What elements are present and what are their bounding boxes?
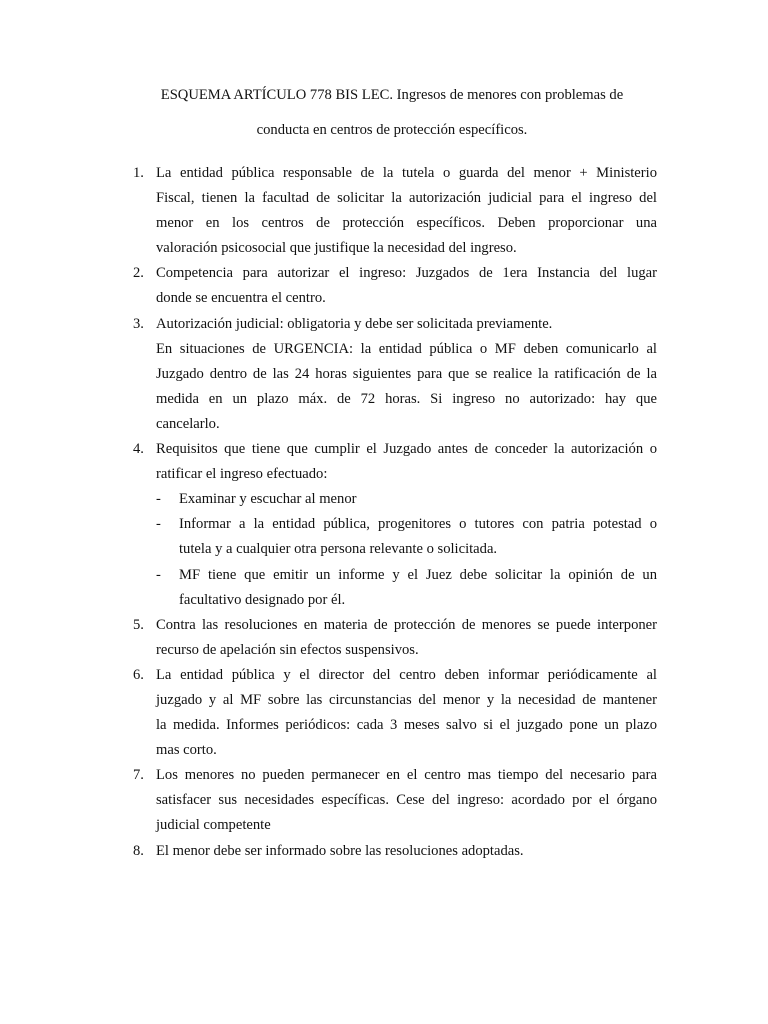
list-item-line: Los menores no pueden permanecer en el centro mas tiempo del necesario para <box>156 767 657 784</box>
list-item-number: 3. <box>133 315 144 332</box>
list-item-line: recurso de apelación sin efectos suspensivos. <box>156 641 419 658</box>
document-title-line-2: conducta en centros de protección específicos. <box>256 122 528 138</box>
list-item-number: 2. <box>133 265 144 282</box>
list-item-number: 8. <box>133 842 144 859</box>
list-item-line: valoración psicosocial que justifique la necesidad del ingreso. <box>156 240 517 257</box>
list-item-line: ratificar el ingreso efectuado: <box>156 466 328 483</box>
list-item-line: La entidad pública responsable de la tutela o guarda del menor + Ministerio <box>156 165 657 181</box>
list-item-line: menor en los centros de protección específicos. Deben proporcionar una <box>156 215 657 232</box>
list-item-3 <box>0 312 657 437</box>
list-item-number: 7. <box>133 767 144 784</box>
list-item-number: 4. <box>133 441 144 458</box>
list-item-8 <box>0 839 657 864</box>
sub-list-item-line: Examinar y escuchar al menor <box>179 491 357 508</box>
document-title-line-1: ESQUEMA ARTÍCULO 778 BIS LEC. Ingresos de menores con problemas de <box>160 87 624 103</box>
list-item-number: 5. <box>133 616 144 633</box>
list-item-line: En situaciones de URGENCIA: la entidad pública o MF deben comunicarlo al <box>156 340 657 357</box>
list-item-line: Contra las resoluciones en materia de protección de menores se puede interponer <box>156 616 657 633</box>
list-item-line: Requisitos que tiene que cumplir el Juzgado antes de conceder la autorización o <box>156 441 657 458</box>
list-item-line: Autorización judicial: obligatoria y debe ser solicitada previamente. <box>156 315 553 332</box>
numbered-list <box>0 161 768 864</box>
sub-list-item-line: facultativo designado por él. <box>179 591 346 608</box>
list-item-line: la medida. Informes periódicos: cada 3 meses salvo si el juzgado pone un plazo <box>156 717 657 734</box>
dash-bullet: - <box>156 491 161 508</box>
list-item-line: Competencia para autorizar el ingreso: Juzgados de 1era Instancia del lugar <box>156 265 657 282</box>
dash-bullet: - <box>156 566 161 583</box>
list-item-line: juzgado y al MF sobre las circunstancias del menor y la necesidad de mantener <box>156 691 657 708</box>
list-item-number: 1. <box>133 165 144 181</box>
list-item-line: mas corto. <box>156 742 217 759</box>
list-item-4 <box>0 437 657 613</box>
list-item-1 <box>0 161 657 261</box>
list-item-line: El menor debe ser informado sobre las resoluciones adoptadas. <box>156 842 524 859</box>
list-item-5 <box>0 613 657 663</box>
list-item-line: cancelarlo. <box>156 415 220 432</box>
list-item-line: medida en un plazo máx. de 72 horas. Si ingreso no autorizado: hay que <box>156 390 657 407</box>
sub-list-item-line: tutela y a cualquier otra persona relevante o solicitada. <box>179 541 498 558</box>
list-item-7 <box>0 763 657 838</box>
sub-list-item <box>156 512 657 562</box>
dash-bullet: - <box>156 516 161 533</box>
sub-list-item <box>156 487 657 512</box>
list-item-2 <box>0 261 657 311</box>
list-item-number: 6. <box>133 666 144 683</box>
list-item-line: La entidad pública y el director del centro deben informar periódicamente al <box>156 666 657 683</box>
sub-list-item-line: Informar a la entidad pública, progenitores o tutores con patria potestad o <box>179 516 657 533</box>
list-item-line: donde se encuentra el centro. <box>156 290 326 307</box>
list-item-line: satisfacer sus necesidades específicas. Cese del ingreso: acordado por el órgano <box>156 792 657 809</box>
list-item-line: Juzgado dentro de las 24 horas siguientes para que se realice la ratificación de la <box>156 365 657 382</box>
list-item-line: judicial competente <box>156 817 271 834</box>
sub-list-item <box>156 563 657 613</box>
list-item-6 <box>0 663 657 763</box>
sub-list-item-line: MF tiene que emitir un informe y el Juez debe solicitar la opinión de un <box>179 566 657 583</box>
list-item-line: Fiscal, tienen la facultad de solicitar la autorización judicial para el ingreso del <box>156 190 657 207</box>
